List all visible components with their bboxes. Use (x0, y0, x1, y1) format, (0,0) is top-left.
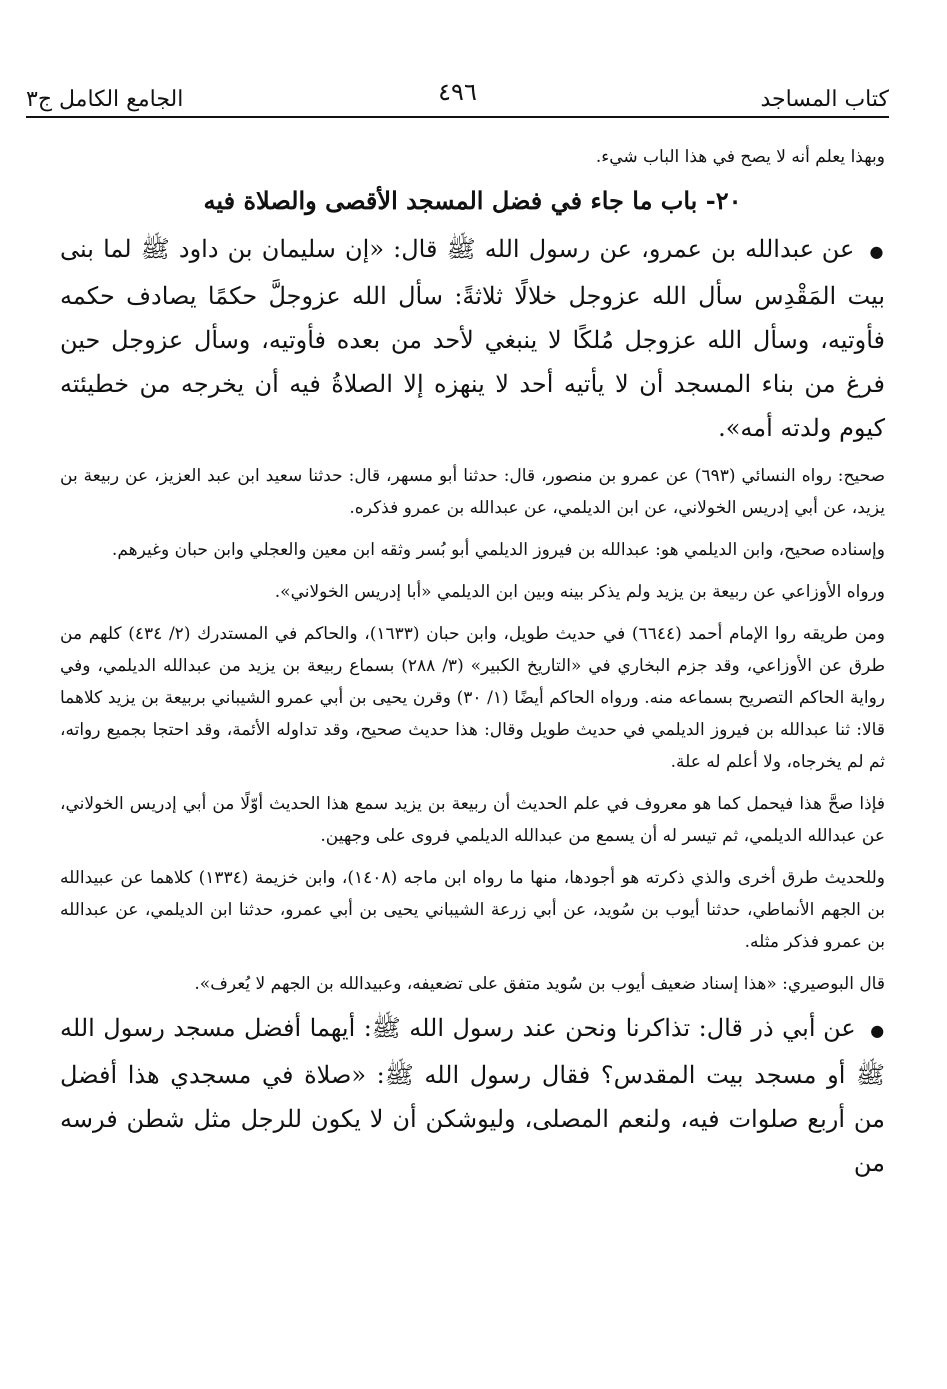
takhrij-note: وإسناده صحيح، وابن الديلمي هو: عبدالله بن فيروز الديلمي أبو بُسر وثقه ابن معين والعجلي وابن حبان وغيرهم. (111, 540, 885, 560)
hadith-text (60, 227, 885, 450)
lead-line: وبهذا يعلم أنه لا يصح في هذا الباب شيء. (595, 147, 885, 167)
page-body (60, 128, 885, 1191)
hadith-2: عن أبي ذر قال: تذاكرنا ونحن عند رسول الله ﷺ: أيهما أفضل مسجد رسول الله ﷺ أو مسجد بيت المقدس؟ فقال رسول الله ﷺ: «صلاة في مسجدي هذا أفضل من أربع صلوات فيه، ولنعم المصلى، وليوشكن أن لا يكون للرجل مثل شطن فرسه من (60, 1014, 885, 1177)
page-number: ٤٩٦ (438, 78, 477, 106)
header-rule (26, 116, 889, 118)
bullet-icon: ● (870, 1021, 885, 1040)
hadith-1: عن عبدالله بن عمرو، عن رسول الله ﷺ قال: «إن سليمان بن داود ﷺ لما بنى بيت المَقْدِس سأل الله عزوجل خلالًا ثلاثةً: سأل الله عزوجلَّ حكمًا يصادف حكمه فأوتيه، وسأل الله عزوجل مُلكًا لا ينبغي لأحد من بعده فأوتيه، وسأل عزوجل حين فرغ من بناء المسجد أن لا يأتيه أحد لا ينهزه إلا الصلاةُ فيه أن يخرجه من خطيئته كيوم ولدته أمه». (60, 235, 885, 442)
book-section-title: كتاب المساجد (760, 87, 889, 112)
takhrij-note: صحيح: رواه النسائي (٦٩٣) عن عمرو بن منصور، قال: حدثنا أبو مسهر، قال: حدثنا سعيد ابن عبد العزيز، عن ربيعة بن يزيد، عن أبي إدريس الخولاني، عن ابن الديلمي، عن عبدالله بن عمرو فذكره. (60, 466, 886, 518)
hadith-text (60, 1006, 885, 1185)
page-header (26, 68, 889, 112)
bullet-icon: ● (869, 242, 885, 261)
takhrij-note: ورواه الأوزاعي عن ربيعة بن يزيد ولم يذكر بينه وبين ابن الديلمي «أبا إدريس الخولاني». (274, 582, 885, 602)
takhrij-note: فإذا صحَّ هذا فيحمل كما هو معروف في علم الحديث أن ربيعة بن يزيد سمع هذا الحديث أوّلًا من أبي إدريس الخولاني، عن عبدالله الديلمي، ثم تيسر له أن يسمع من عبدالله الديلمي فروى على وجهين. (60, 794, 885, 846)
takhrij-note: ومن طريقه روا الإمام أحمد (٦٦٤٤) في حديث طويل، وابن حبان (١٦٣٣)، والحاكم في المستدرك (٢/ ٤٣٤) كلهم من طرق عن الأوزاعي، وقد جزم البخاري في «التاريخ الكبير» (٣/ ٢٨٨) بسماع ربيعة بن يزيد من عبدالله الديلمي، وفي رواية الحاكم التصريح بسماعه منه. ورواه الحاكم أيضًا (١/ ٣٠) وقرن يحيى بن أبي عمرو الشيباني بربيعة بن يزيد كلاهما قالا: ثنا عبدالله بن فيروز الديلمي في حديث طويل وقال: هذا حديث صحيح، وقد تداوله الأئمة، وقد احتجا بجميع رواته، ثم لم يخرجاه، ولا أعلم له علة. (60, 624, 885, 772)
chapter-heading: ٢٠- باب ما جاء في فضل المسجد الأقصى والصلاة فيه (203, 186, 742, 215)
takhrij-note: قال البوصيري: «هذا إسناد ضعيف أيوب بن سُويد متفق على تضعيفه، وعبيدالله بن الجهم لا يُعرف». (194, 974, 885, 994)
book-volume-title: الجامع الكامل ج٣ (26, 87, 184, 112)
takhrij-note: وللحديث طرق أخرى والذي ذكرته هو أجودها، منها ما رواه ابن ماجه (١٤٠٨)، وابن خزيمة (١٣٣٤) كلاهما عن عبيدالله بن الجهم الأنماطي، حدثنا أيوب بن سُويد، عن أبي زرعة الشيباني يحيى بن أبي عمرو، حدثنا ابن الديلمي، عن عبدالله بن عمرو فذكر مثله. (60, 868, 886, 952)
